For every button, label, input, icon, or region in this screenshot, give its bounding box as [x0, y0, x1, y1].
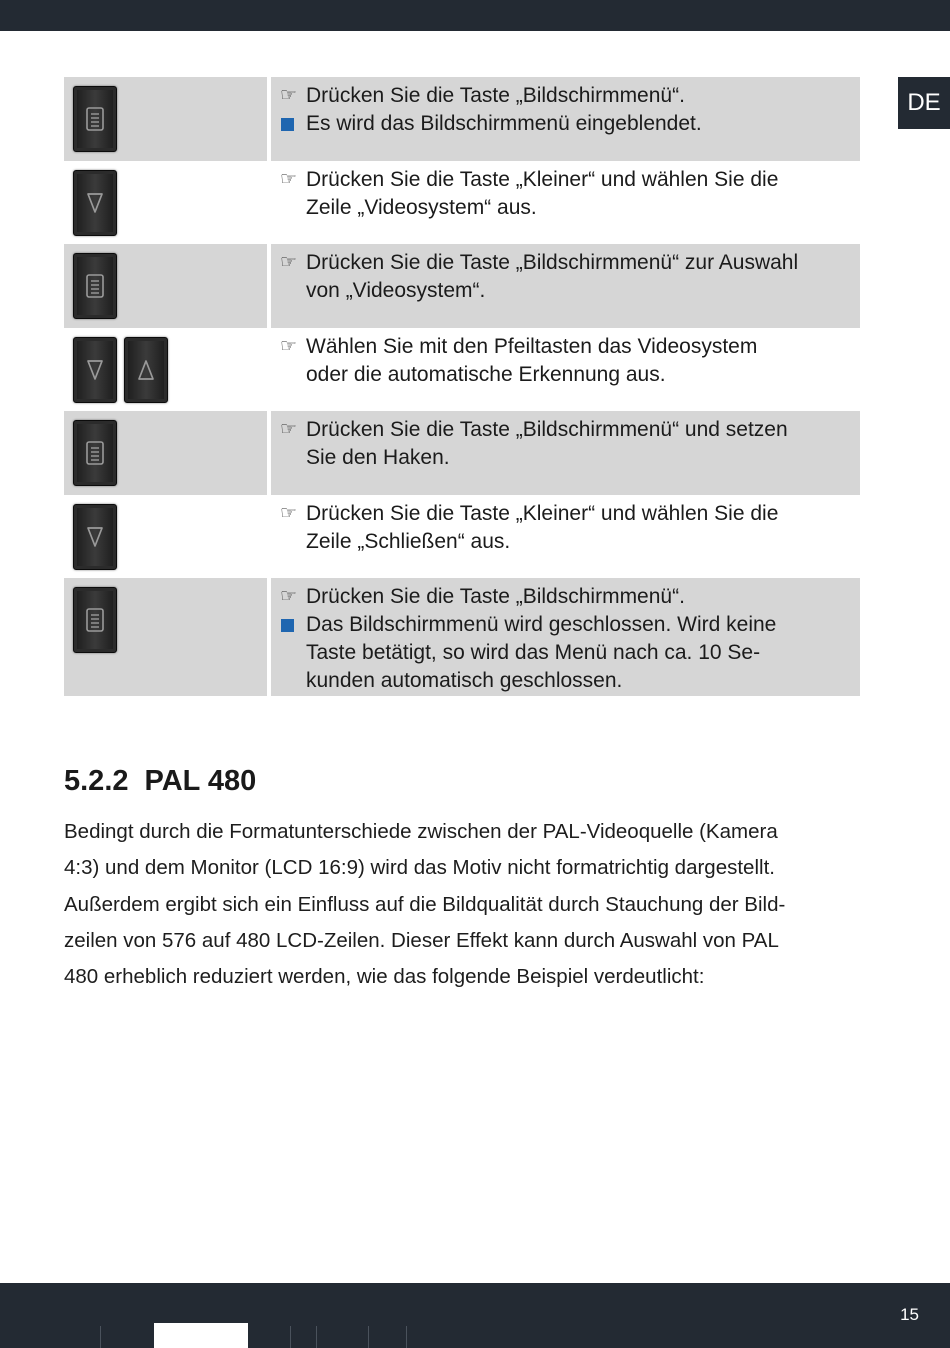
- step-line-text: Zeile „Videosystem“ aus.: [306, 195, 537, 219]
- step-line: [280, 500, 852, 528]
- step-text-cell: [271, 578, 860, 696]
- pointing-hand-icon: ☞: [280, 419, 298, 440]
- pointing-hand-icon: ☞: [280, 168, 298, 190]
- step-button-cell: [64, 578, 267, 696]
- step-line-text: Drücken Sie die Taste „Bildschirmmenü“ zur Auswahl: [306, 251, 799, 274]
- bullet-spacer: [280, 639, 306, 667]
- step-text-cell: [271, 161, 860, 245]
- body-line: 480 erheblich reduziert werden, wie das folgende Beispiel verdeutlicht:: [64, 965, 705, 989]
- section-body: [64, 814, 864, 995]
- footer-divider: [406, 1326, 407, 1348]
- bullet-spacer: [280, 194, 306, 222]
- step-line: [280, 194, 852, 222]
- step-line: [280, 333, 852, 361]
- step-line-text: Drücken Sie die Taste „Kleiner“ und wählen Sie die: [306, 501, 779, 525]
- step-line-text: Drücken Sie die Taste „Bildschirmmenü“.: [306, 585, 685, 608]
- section-number: 5.2.2: [64, 765, 129, 797]
- down-arrow-button-icon: [73, 170, 117, 236]
- step-line: [280, 528, 852, 556]
- step-line: [280, 82, 852, 110]
- step-line-text: Das Bildschirmmenü wird geschlossen. Wird keine: [306, 613, 777, 636]
- step-line-text: Drücken Sie die Taste „Bildschirmmenü“ und setzen: [306, 418, 788, 441]
- step-row: [64, 244, 860, 328]
- instruction-steps: [64, 77, 860, 696]
- menu-button-icon: [73, 253, 117, 319]
- menu-button-icon: [73, 86, 117, 152]
- top-bar: [0, 0, 950, 31]
- step-button-cell: [64, 161, 267, 245]
- step-text-cell: [271, 328, 860, 412]
- footer-divider: [290, 1326, 291, 1348]
- body-line: 4:3) und dem Monitor (LCD 16:9) wird das Motiv nicht formatrichtig dargestellt.: [64, 856, 775, 880]
- pointing-hand-icon: ☞: [280, 252, 298, 273]
- bullet-spacer: [280, 277, 306, 305]
- bullet-spacer: [280, 361, 306, 389]
- step-row: [64, 77, 860, 161]
- step-line: [280, 277, 852, 305]
- step-text-cell: [271, 77, 860, 161]
- down-arrow-button-icon: [73, 337, 117, 403]
- step-button-cell: [64, 77, 267, 161]
- step-row: [64, 495, 860, 579]
- step-row: [64, 411, 860, 495]
- menu-button-icon: [73, 587, 117, 653]
- footer-tab-block: [154, 1323, 248, 1348]
- step-line-text: Wählen Sie mit den Pfeiltasten das Videosystem: [306, 334, 758, 358]
- page-number: 15: [900, 1305, 919, 1324]
- language-tab: DE: [898, 77, 950, 129]
- step-row: [64, 161, 860, 245]
- step-line: [280, 583, 852, 611]
- step-row: [64, 578, 860, 696]
- step-line: [280, 110, 852, 138]
- step-line: [280, 166, 852, 194]
- up-arrow-button-icon: [124, 337, 168, 403]
- footer-divider: [368, 1326, 369, 1348]
- step-line: [280, 611, 852, 639]
- bullet-spacer: [280, 528, 306, 556]
- step-line-text: Sie den Haken.: [306, 446, 450, 469]
- step-button-cell: [64, 495, 267, 579]
- pointing-hand-icon: ☞: [280, 586, 298, 607]
- down-arrow-button-icon: [73, 504, 117, 570]
- pointing-hand-icon: ☞: [280, 335, 298, 357]
- body-line: Bedingt durch die Formatunterschiede zwischen der PAL-Videoquelle (Kamera: [64, 820, 778, 843]
- step-line: [280, 639, 852, 667]
- step-line-text: Drücken Sie die Taste „Kleiner“ und wählen Sie die: [306, 167, 779, 191]
- step-line: [280, 361, 852, 389]
- pointing-hand-icon: ☞: [280, 502, 298, 524]
- step-text-cell: [271, 495, 860, 579]
- step-line-text: Zeile „Schließen“ aus.: [306, 529, 511, 553]
- step-line-text: kunden automatisch geschlossen.: [306, 669, 623, 692]
- step-button-cell: [64, 411, 267, 495]
- bullet-spacer: [280, 444, 306, 472]
- step-line: [280, 416, 852, 444]
- body-line: zeilen von 576 auf 480 LCD-Zeilen. Dieser Effekt kann durch Auswahl von PAL: [64, 928, 779, 952]
- footer-divider: [316, 1326, 317, 1348]
- step-button-cell: [64, 328, 267, 412]
- step-row: [64, 328, 860, 412]
- step-line-text: oder die automatische Erkennung aus.: [306, 362, 666, 386]
- footer-divider: [100, 1326, 101, 1348]
- bottom-bar: [0, 1283, 950, 1348]
- section-title: PAL 480: [144, 765, 257, 797]
- step-text-cell: [271, 244, 860, 328]
- step-line: [280, 667, 852, 695]
- body-line: Außerdem ergibt sich ein Einfluss auf die Bildqualität durch Stauchung der Bild-: [64, 892, 786, 916]
- step-text-cell: [271, 411, 860, 495]
- section-heading: [64, 765, 256, 798]
- step-line-text: von „Videosystem“.: [306, 279, 486, 302]
- step-line: [280, 444, 852, 472]
- blue-square-bullet-icon: [280, 611, 306, 639]
- pointing-hand-icon: ☞: [280, 85, 298, 106]
- step-line-text: Drücken Sie die Taste „Bildschirmmenü“.: [306, 84, 685, 107]
- step-line: [280, 249, 852, 277]
- blue-square-bullet-icon: [280, 110, 306, 138]
- step-button-cell: [64, 244, 267, 328]
- step-line-text: Es wird das Bildschirmmenü eingeblendet.: [306, 112, 702, 135]
- step-line-text: Taste betätigt, so wird das Menü nach ca. 10 Se-: [306, 641, 761, 664]
- bullet-spacer: [280, 667, 306, 695]
- menu-button-icon: [73, 420, 117, 486]
